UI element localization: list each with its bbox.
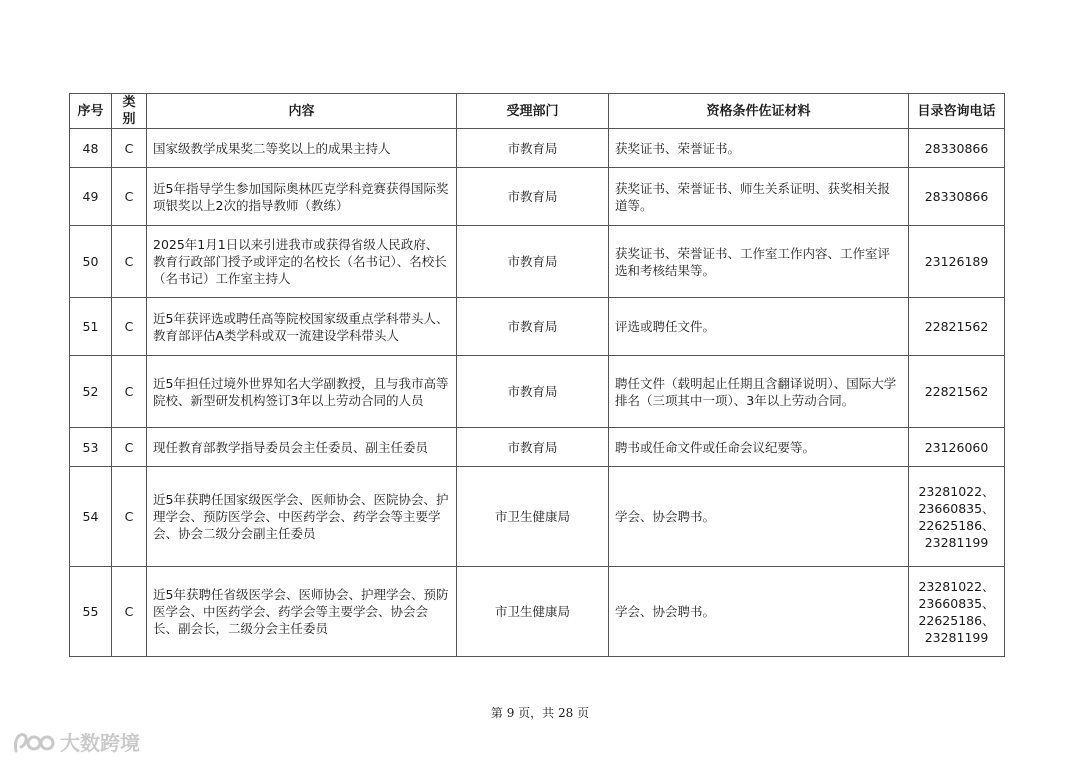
- header-index: 序号: [70, 94, 112, 129]
- header-phone: 目录咨询电话: [909, 94, 1005, 129]
- table-row: [70, 129, 1005, 168]
- phone-number: 23126189: [924, 254, 989, 269]
- cell-index: 51: [70, 298, 112, 356]
- cell-content: 国家级教学成果奖二等奖以上的成果主持人: [147, 129, 457, 168]
- table-row: [70, 298, 1005, 356]
- cell-phone: [909, 428, 1005, 467]
- header-materials: 资格条件佐证材料: [609, 94, 909, 129]
- table-row: [70, 168, 1005, 226]
- cell-content: 近5年获聘任省级医学会、医师协会、护理学会、预防医学会、中医药学会、药学会等主要学会、协会会长、副会长，二级分会主任委员: [147, 567, 457, 657]
- phone-number: 22821562: [924, 319, 989, 334]
- phone-number: 23660835、: [918, 500, 995, 516]
- cell-department: 市教育局: [457, 226, 609, 298]
- phone-number: 22821562: [924, 384, 989, 399]
- cell-category: C: [112, 226, 147, 298]
- table-row: [70, 356, 1005, 428]
- cell-content: 2025年1月1日以来引进我市或获得省级人民政府、教育行政部门授予或评定的名校长（名书记）、名校长（名书记）工作室主持人: [147, 226, 457, 298]
- cell-index: 52: [70, 356, 112, 428]
- cell-department: 市教育局: [457, 428, 609, 467]
- table-row: [70, 467, 1005, 567]
- watermark-logo-icon: [12, 729, 56, 755]
- phone-number: 28330866: [924, 140, 989, 156]
- table-header-row: [70, 94, 1005, 129]
- cell-index: 54: [70, 467, 112, 567]
- cell-department: 市教育局: [457, 356, 609, 428]
- cell-department: 市卫生健康局: [457, 567, 609, 657]
- cell-phone: [909, 567, 1005, 657]
- cell-index: 53: [70, 428, 112, 467]
- cell-category: C: [112, 129, 147, 168]
- cell-materials: 获奖证书、荣誉证书。: [609, 129, 909, 168]
- cell-category: C: [112, 356, 147, 428]
- cell-phone: [909, 298, 1005, 356]
- table-row: [70, 567, 1005, 657]
- cell-content: 现任教育部教学指导委员会主任委员、副主任委员: [147, 428, 457, 467]
- header-content: 内容: [147, 94, 457, 129]
- cell-category: C: [112, 428, 147, 467]
- cell-content: 近5年担任过境外世界知名大学副教授，且与我市高等院校、新型研发机构签订3年以上劳动合同的人员: [147, 356, 457, 428]
- header-department: 受理部门: [457, 94, 609, 129]
- cell-category: C: [112, 298, 147, 356]
- cell-phone: [909, 226, 1005, 298]
- cell-materials: 获奖证书、荣誉证书、工作室工作内容、工作室评选和考核结果等。: [609, 226, 909, 298]
- phone-number: 23281199: [924, 629, 989, 645]
- watermark: [12, 727, 140, 756]
- cell-category: C: [112, 168, 147, 226]
- phone-number: 23281199: [924, 534, 989, 550]
- table-row: [70, 428, 1005, 467]
- cell-phone: [909, 129, 1005, 168]
- cell-department: 市教育局: [457, 129, 609, 168]
- cell-phone: [909, 356, 1005, 428]
- cell-index: 48: [70, 129, 112, 168]
- cell-department: 市卫生健康局: [457, 467, 609, 567]
- phone-number: 23281022、: [918, 483, 995, 499]
- cell-category: C: [112, 467, 147, 567]
- catalog-table: [69, 93, 1005, 657]
- cell-phone: [909, 467, 1005, 567]
- cell-category: C: [112, 567, 147, 657]
- cell-materials: 学会、协会聘书。: [609, 567, 909, 657]
- cell-index: 50: [70, 226, 112, 298]
- phone-number: 23126060: [924, 439, 989, 455]
- watermark-text: 大数跨境: [60, 731, 140, 755]
- cell-department: 市教育局: [457, 168, 609, 226]
- phone-number: 22625186、: [918, 517, 995, 533]
- cell-content: 近5年指导学生参加国际奥林匹克学科竞赛获得国际奖项银奖以上2次的指导教师（教练）: [147, 168, 457, 226]
- cell-index: 49: [70, 168, 112, 226]
- cell-materials: 学会、协会聘书。: [609, 467, 909, 567]
- cell-index: 55: [70, 567, 112, 657]
- phone-number: 23660835、: [918, 595, 995, 611]
- cell-department: 市教育局: [457, 298, 609, 356]
- cell-content: 近5年获聘任国家级医学会、医师协会、医院协会、护理学会、预防医学会、中医药学会、药学会等主要学会、协会二级分会副主任委员: [147, 467, 457, 567]
- cell-materials: 聘任文件（载明起止任期且含翻译说明）、国际大学排名（三项其中一项）、3年以上劳动合同。: [609, 356, 909, 428]
- cell-materials: 获奖证书、荣誉证书、师生关系证明、获奖相关报道等。: [609, 168, 909, 226]
- phone-number: 22625186、: [918, 612, 995, 628]
- phone-number: 23281022、: [918, 578, 995, 594]
- cell-phone: [909, 168, 1005, 226]
- cell-materials: 聘书或任命文件或任命会议纪要等。: [609, 428, 909, 467]
- cell-content: 近5年获评选或聘任高等院校国家级重点学科带头人、教育部评估A类学科或双一流建设学科带头人: [147, 298, 457, 356]
- table-row: [70, 226, 1005, 298]
- cell-materials: 评选或聘任文件。: [609, 298, 909, 356]
- header-category: 类别: [112, 94, 147, 129]
- phone-number: 28330866: [924, 189, 989, 204]
- page-footer: 第 9 页，共 28 页: [490, 706, 590, 720]
